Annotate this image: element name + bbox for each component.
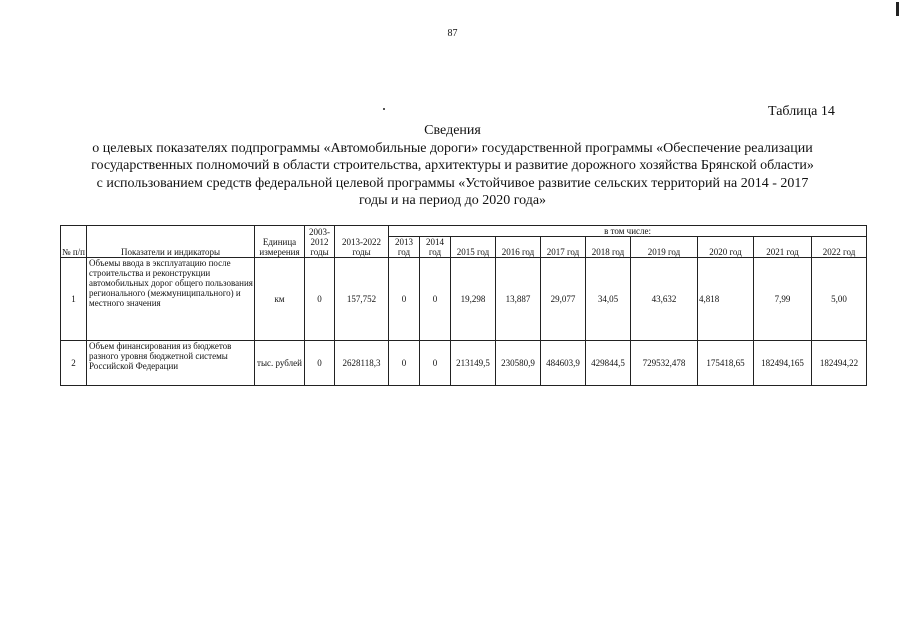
cell-2019: 43,632 (631, 258, 698, 341)
cell-2013: 0 (389, 258, 420, 341)
cell-unit: км (255, 258, 305, 341)
cell-2013-2022: 157,752 (335, 258, 389, 341)
cell-2019: 729532,478 (631, 341, 698, 386)
col-header-2003-2012: 2003-2012 годы (305, 226, 335, 258)
cell-2015: 19,298 (451, 258, 496, 341)
cell-2015: 213149,5 (451, 341, 496, 386)
col-header-num: № п/п (61, 226, 87, 258)
table-row (61, 258, 867, 341)
col-header-2013: 2013 год (389, 237, 420, 258)
cell-2003-2012: 0 (305, 341, 335, 386)
header-row (61, 226, 867, 237)
col-header-2014: 2014 год (420, 237, 451, 258)
cell-2016: 230580,9 (496, 341, 541, 386)
document-title (40, 122, 865, 210)
cell-2018: 429844,5 (586, 341, 631, 386)
cell-unit: тыс. рублей (255, 341, 305, 386)
indicators-table (60, 225, 867, 386)
col-header-2019: 2019 год (631, 237, 698, 258)
title-line: о целевых показателях подпрограммы «Автомобильные дороги» государственной программы «Обеспечение реализации (92, 140, 813, 156)
cell-num: 1 (61, 258, 87, 341)
table-row (61, 341, 867, 386)
speck (383, 108, 385, 110)
col-header-2021: 2021 год (754, 237, 812, 258)
cell-2020: 4,818 (698, 258, 754, 341)
col-header-2017: 2017 год (541, 237, 586, 258)
col-header-2022: 2022 год (812, 237, 867, 258)
cell-2022: 5,00 (812, 258, 867, 341)
cell-2020: 175418,65 (698, 341, 754, 386)
col-header-2020: 2020 год (698, 237, 754, 258)
title-line: государственных полномочий в области строительства, архитектуры и развитие дорожного хозяйства Брянской области» (91, 158, 814, 173)
edge-mark (896, 2, 899, 16)
cell-2017: 484603,9 (541, 341, 586, 386)
cell-2013: 0 (389, 341, 420, 386)
cell-num: 2 (61, 341, 87, 386)
table-label: Таблица 14 (768, 104, 835, 119)
cell-2021: 182494,165 (754, 341, 812, 386)
col-header-2016: 2016 год (496, 237, 541, 258)
page-number: 87 (447, 28, 458, 39)
cell-2022: 182494,22 (812, 341, 867, 386)
cell-2003-2012: 0 (305, 258, 335, 341)
col-header-including: в том числе: (389, 226, 867, 237)
cell-2017: 29,077 (541, 258, 586, 341)
cell-2021: 7,99 (754, 258, 812, 341)
title-line: годы и на период до 2020 года» (358, 193, 547, 208)
cell-indicator: Объем финансирования из бюджетов разного уровня бюджетной системы Российской Федерации (87, 341, 255, 386)
col-header-2013-2022: 2013-2022 годы (335, 226, 389, 258)
cell-indicator: Объемы ввода в эксплуатацию после строительства и реконструкции автомобильных дорог общего пользования регионального (межмуниципального) и местного значения (87, 258, 255, 341)
title-line: с использованием средств федеральной целевой программы «Устойчивое развитие сельских территорий на 2014 - 2017 (96, 175, 809, 191)
cell-2013-2022: 2628118,3 (335, 341, 389, 386)
title-line: Сведения (424, 123, 481, 138)
cell-2014: 0 (420, 258, 451, 341)
col-header-indicator: Показатели и индикаторы (87, 226, 255, 258)
cell-2016: 13,887 (496, 258, 541, 341)
col-header-2018: 2018 год (586, 237, 631, 258)
cell-2014: 0 (420, 341, 451, 386)
cell-2018: 34,05 (586, 258, 631, 341)
col-header-unit: Единица измерения (255, 226, 305, 258)
col-header-2015: 2015 год (451, 237, 496, 258)
